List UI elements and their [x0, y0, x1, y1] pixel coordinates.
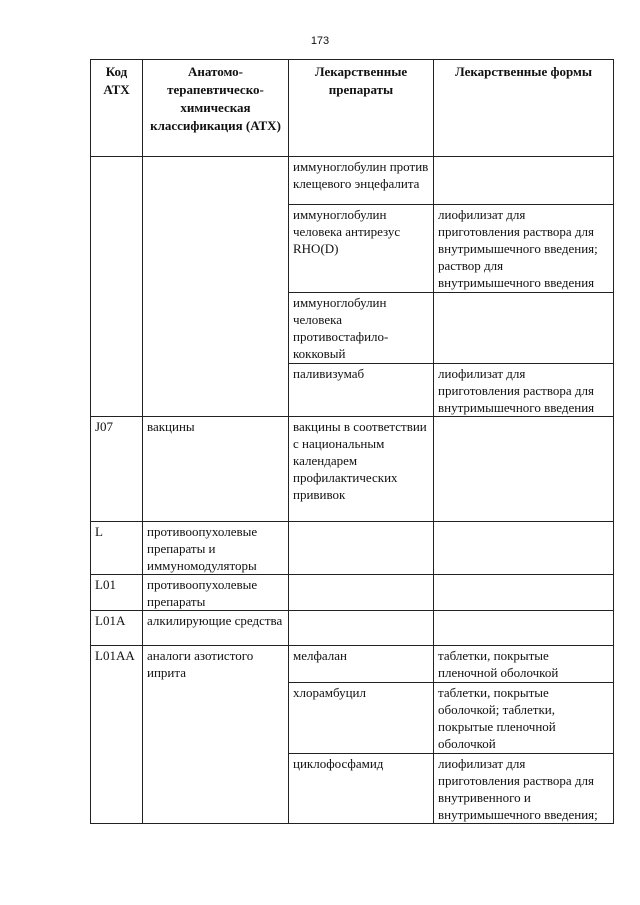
cell-drug: [289, 522, 434, 575]
cell-drug: иммуноглобулин человека антирезус RHO(D): [289, 205, 434, 293]
cell-code: L01A: [91, 611, 143, 646]
cell-code: L: [91, 522, 143, 575]
cell-code: [91, 205, 143, 293]
cell-classification: вакцины: [143, 417, 289, 522]
cell-forms: таблетки, покрытые оболочкой; таблетки, покрытые пленочной оболочкой: [434, 683, 614, 754]
cell-forms: [434, 293, 614, 364]
cell-classification: аналоги азотистого иприта: [143, 646, 289, 683]
cell-forms: лиофилизат для приготовления раствора для внутримышечного введения: [434, 364, 614, 417]
table-row: [91, 364, 614, 417]
cell-drug: паливизумаб: [289, 364, 434, 417]
cell-forms: лиофилизат для приготовления раствора для внутримышечного введения; раствор для внутримышечного введения: [434, 205, 614, 293]
cell-code: [91, 364, 143, 417]
table-row: [91, 205, 614, 293]
cell-drug: иммуноглобулин человека противостафило-кокковый: [289, 293, 434, 364]
cell-forms: лиофилизат для приготовления раствора для внутривенного и внутримышечного введения;: [434, 754, 614, 824]
table-row: [91, 683, 614, 754]
cell-classification: [143, 364, 289, 417]
header-drugs: Лекарственные препараты: [289, 60, 434, 157]
cell-forms: [434, 611, 614, 646]
table-row: [91, 575, 614, 611]
table-row: [91, 646, 614, 683]
cell-forms: [434, 575, 614, 611]
cell-code: [91, 683, 143, 754]
cell-code: L01AA: [91, 646, 143, 683]
cell-drug: [289, 611, 434, 646]
cell-classification: [143, 205, 289, 293]
table-row: [91, 754, 614, 824]
table-row: [91, 522, 614, 575]
table-row: [91, 611, 614, 646]
cell-drug: мелфалан: [289, 646, 434, 683]
cell-code: L01: [91, 575, 143, 611]
cell-forms: [434, 157, 614, 205]
cell-classification: противоопухолевые препараты и иммуномодуляторы: [143, 522, 289, 575]
table-row: [91, 417, 614, 522]
cell-classification: [143, 293, 289, 364]
table-row: [91, 157, 614, 205]
header-atx-classification: Анатомо-терапевтическо-химическая классификация (АТХ): [143, 60, 289, 157]
atx-drug-table: [90, 59, 614, 824]
cell-classification: алкилирующие средства: [143, 611, 289, 646]
header-atx-code: Код АТХ: [91, 60, 143, 157]
cell-code: [91, 293, 143, 364]
table-row: [91, 293, 614, 364]
cell-forms: таблетки, покрытые пленочной оболочкой: [434, 646, 614, 683]
cell-drug: вакцины в соответствии с национальным календарем профилактических прививок: [289, 417, 434, 522]
table-header-row: [91, 60, 614, 157]
cell-drug: иммуноглобулин против клещевого энцефалита: [289, 157, 434, 205]
cell-drug: циклофосфамид: [289, 754, 434, 824]
cell-classification: [143, 754, 289, 824]
cell-code: [91, 157, 143, 205]
header-dosage-forms: Лекарственные формы: [434, 60, 614, 157]
cell-drug: хлорамбуцил: [289, 683, 434, 754]
cell-forms: [434, 522, 614, 575]
page-number: 173: [310, 35, 330, 47]
cell-forms: [434, 417, 614, 522]
cell-drug: [289, 575, 434, 611]
cell-code: [91, 754, 143, 824]
cell-classification: [143, 157, 289, 205]
cell-classification: [143, 683, 289, 754]
cell-code: J07: [91, 417, 143, 522]
cell-classification: противоопухолевые препараты: [143, 575, 289, 611]
